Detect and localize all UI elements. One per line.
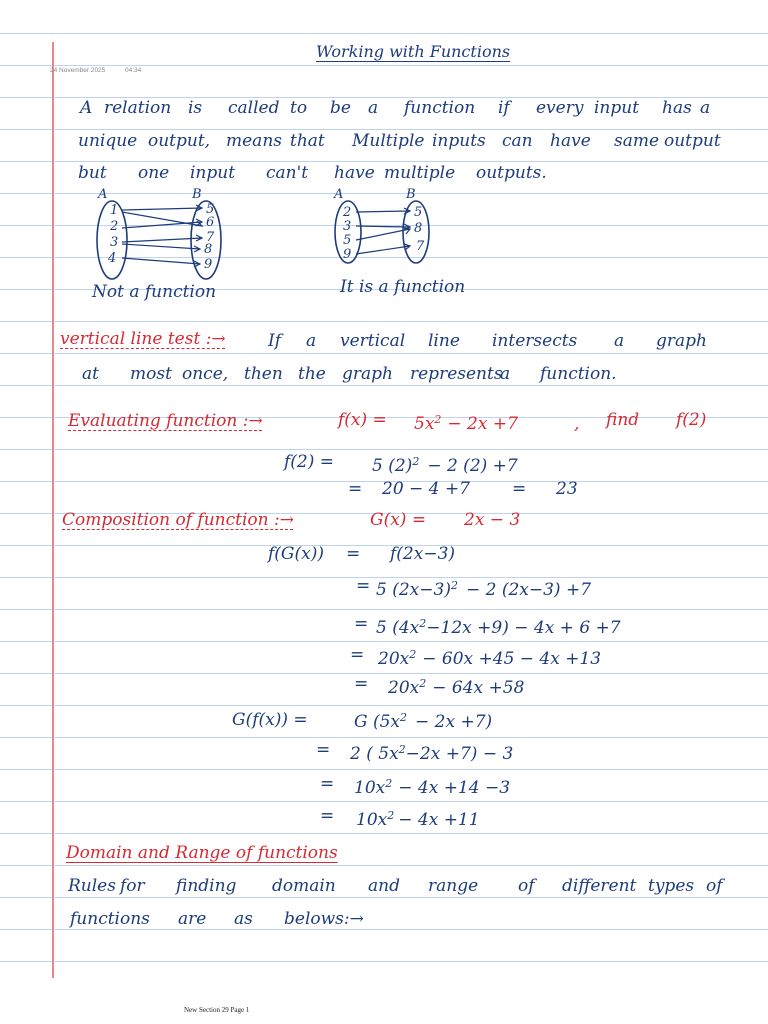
set-a-label: A <box>334 187 344 202</box>
codomain-value: 5 <box>414 205 423 220</box>
domain-value: 3 <box>343 219 352 234</box>
word: unique <box>78 131 138 151</box>
word: types <box>648 876 695 896</box>
word: means <box>226 131 282 151</box>
domain-value: 3 <box>110 235 119 250</box>
word: a <box>700 98 711 118</box>
equals-sign: = <box>320 774 335 794</box>
equals-sign: = <box>350 645 365 665</box>
word: intersects <box>492 331 578 351</box>
word: inputs <box>432 131 486 151</box>
word: the <box>298 364 326 384</box>
codomain-value: 7 <box>416 239 425 254</box>
equation-step: 5 $(2x-3)^2 - 2$ (2x−3) +7 <box>376 579 592 600</box>
word: vertical <box>340 331 406 351</box>
word: graph <box>656 331 707 351</box>
word: of <box>706 876 723 896</box>
word: range <box>428 876 479 896</box>
equation-lhs: f(2) = <box>284 452 335 472</box>
equation-step: 2 ( $5x^2-2x +7) - 3$ <box>350 743 514 764</box>
mapping-diagram-not-function <box>88 186 238 286</box>
function-definition-rhs: $5x^2 - 2x +7$ <box>414 413 518 434</box>
word: domain <box>272 876 336 896</box>
word: function <box>404 98 476 118</box>
word: that <box>290 131 325 151</box>
codomain-value: 8 <box>414 221 423 236</box>
word: have <box>550 131 591 151</box>
equation-step: 20 − 4 +7 <box>382 479 470 499</box>
diagram-caption: Not a function <box>92 282 217 302</box>
equation-step: 5 $(4x^2-12x +9) - 4x + 6 +7$ <box>376 617 621 638</box>
find-label: find <box>606 410 640 430</box>
word: a <box>306 331 317 351</box>
section-heading-domain-range: Domain and Range of functions <box>66 843 338 863</box>
word: to <box>290 98 308 118</box>
word: is <box>188 98 203 118</box>
mapping-arrows <box>122 205 202 267</box>
equals-sign: = <box>348 479 363 499</box>
codomain-value: 6 <box>206 215 215 230</box>
set-b-label: B <box>406 187 416 202</box>
g-definition-lhs: G(x) = <box>370 510 427 530</box>
word: one <box>138 163 170 183</box>
composition-lhs: f(G(x)) <box>268 544 324 564</box>
equation-step: G $(5x^2 - 2x +7)$ <box>354 711 493 732</box>
word: if <box>498 98 510 118</box>
word: can't <box>266 163 309 183</box>
domain-value: 9 <box>343 247 352 262</box>
word: functions <box>70 909 150 929</box>
word: once, <box>182 364 229 384</box>
domain-value: 4 <box>108 251 117 266</box>
mapping-arrows <box>356 208 410 254</box>
word: then <box>244 364 283 384</box>
word: same <box>614 131 660 151</box>
find-value: f(2) <box>676 410 707 430</box>
word: can <box>502 131 533 151</box>
word: multiple <box>384 163 456 183</box>
domain-value: 2 <box>343 205 352 220</box>
word: a <box>500 364 511 384</box>
codomain-value: 8 <box>204 242 213 257</box>
word: outputs. <box>476 163 547 183</box>
page-footer: New Section 29 Page 1 <box>184 1006 250 1014</box>
codomain-value: 9 <box>204 257 213 272</box>
word: be <box>330 98 351 118</box>
equals-sign: = <box>346 544 361 564</box>
equals-sign: = <box>320 806 335 826</box>
word: every <box>536 98 584 118</box>
word: a <box>614 331 625 351</box>
word: relation <box>104 98 172 118</box>
equation-step: $10x^2 - 4x +14 -3$ <box>354 777 511 798</box>
word: Rules <box>68 876 116 896</box>
word: a <box>368 98 379 118</box>
domain-value: 5 <box>343 233 352 248</box>
word: have <box>334 163 375 183</box>
word: at <box>82 364 99 384</box>
word: called <box>228 98 280 118</box>
page-date: 24 November 2025 <box>50 67 106 74</box>
diagram-caption: It is a function <box>340 277 466 297</box>
word: but <box>78 163 107 183</box>
word: for <box>120 876 145 896</box>
set-b-label: B <box>192 187 202 202</box>
word: belows:→ <box>284 909 364 929</box>
equals-sign: = <box>316 740 331 760</box>
domain-value: 2 <box>110 219 119 234</box>
word: different <box>562 876 637 896</box>
word: are <box>178 909 207 929</box>
word: input <box>190 163 236 183</box>
section-heading-vertical-line-test: vertical line test :→ <box>60 329 226 349</box>
set-a-label: A <box>98 187 108 202</box>
word: line <box>428 331 460 351</box>
equals-sign: = <box>512 479 527 499</box>
word: output, <box>148 131 211 151</box>
page-time: 04:34 <box>125 67 142 74</box>
codomain-value: 5 <box>206 202 215 217</box>
section-heading-evaluating: Evaluating function :→ <box>68 411 263 431</box>
word: of <box>518 876 535 896</box>
equals-sign: = <box>354 674 369 694</box>
function-definition-lhs: f(x) = <box>338 410 387 430</box>
word: as <box>234 909 253 929</box>
equals-sign: = <box>354 614 369 634</box>
section-heading-composition: Composition of function :→ <box>62 510 294 530</box>
composition-lhs: G(f(x)) = <box>232 710 308 730</box>
word: A <box>80 98 93 118</box>
word: finding <box>176 876 237 896</box>
equation-step: f(2x−3) <box>390 544 456 564</box>
margin-line <box>52 42 54 978</box>
equation-result: 23 <box>556 479 578 499</box>
comma: , <box>574 414 580 434</box>
equation-step: $10x^2 - 4x +11$ <box>356 809 480 830</box>
page-title: Working with Functions <box>316 42 511 61</box>
word: output <box>664 131 721 151</box>
word: and <box>368 876 400 896</box>
word: most <box>130 364 172 384</box>
equals-sign: = <box>356 576 371 596</box>
word: represents <box>410 364 503 384</box>
codomain-value: 7 <box>206 230 215 245</box>
equation-step: $20x^2 - 60x +45 - 4x +13$ <box>378 648 602 669</box>
mapping-diagram-function <box>330 186 440 268</box>
equation-step: 5 $(2)^2 - 2$ (2) +7 <box>372 455 518 476</box>
word: If <box>268 331 282 351</box>
word: Multiple <box>352 131 425 151</box>
domain-value: 1 <box>110 203 119 218</box>
word: graph <box>342 364 393 384</box>
word: input <box>594 98 640 118</box>
word: has <box>662 98 692 118</box>
equation-step: $20x^2 - 64x +58$ <box>388 677 525 698</box>
word: function. <box>540 364 617 384</box>
g-definition-rhs: 2x − 3 <box>464 510 521 530</box>
